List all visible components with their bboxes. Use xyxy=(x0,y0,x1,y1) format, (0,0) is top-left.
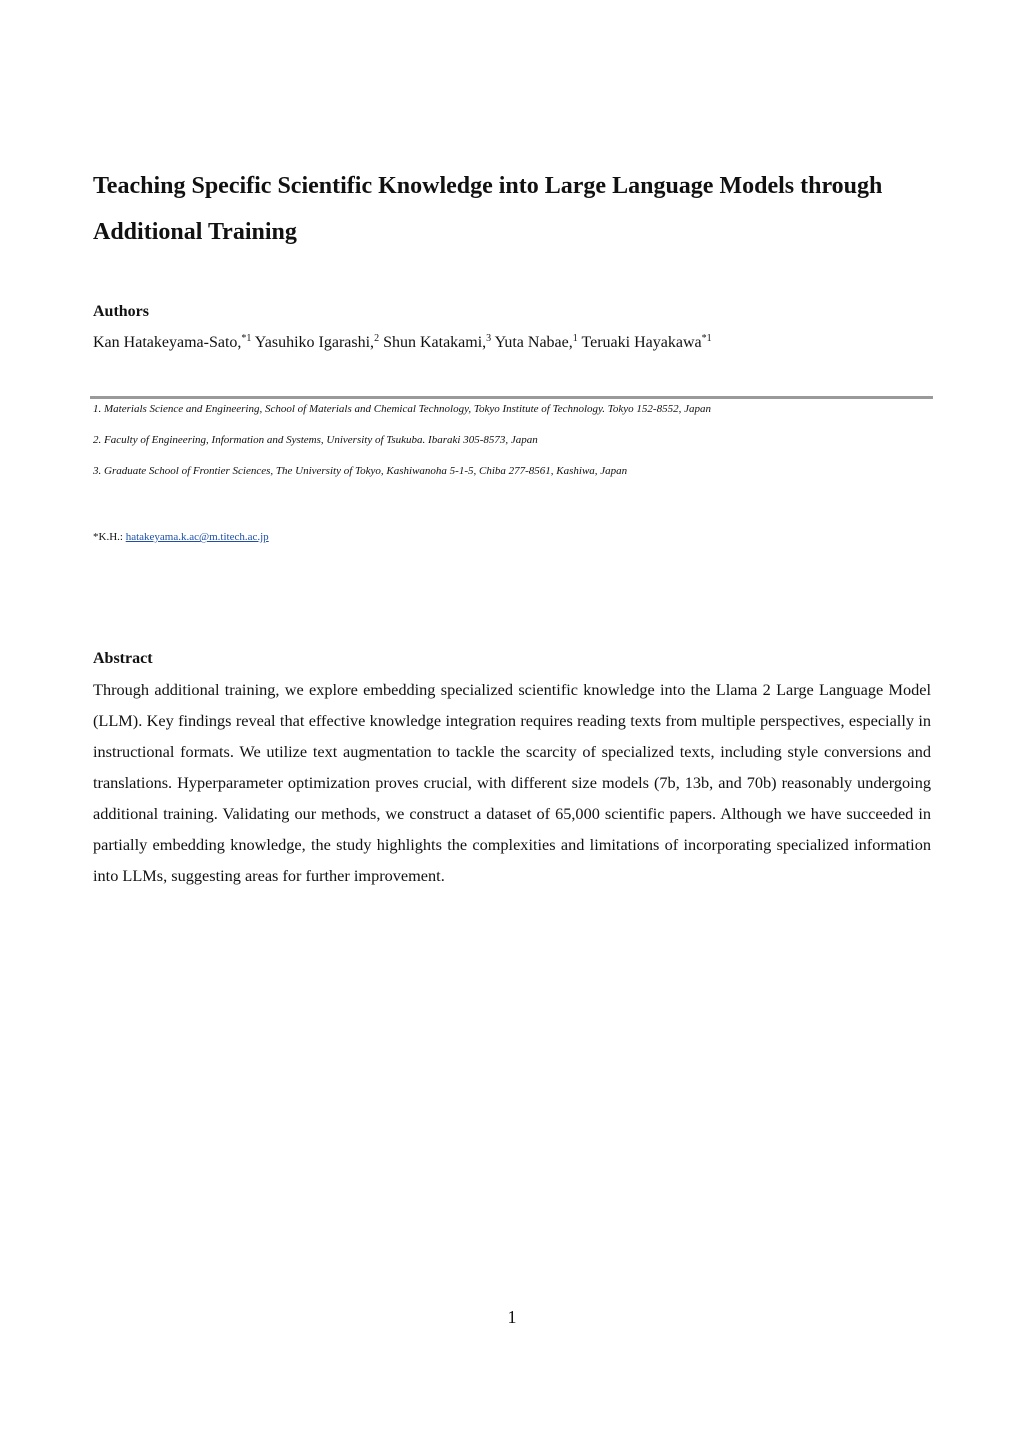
author-affiliation-mark: *1 xyxy=(701,333,712,344)
author-affiliation-mark: 3 xyxy=(486,333,492,344)
affiliation-divider xyxy=(90,396,933,399)
abstract-text: Through additional training, we explore embedding specialized scientific knowledge into the Llama 2 Large Language Model (LLM). Key findings reveal that effective knowledge integration requires reading texts from multiple perspectives, especially in instructional formats. We utilize text augmentation to tackle the scarcity of specialized texts, including style conversions and translations. Hyperparameter optimization proves crucial, with different size models (7b, 13b, and 70b) reasonably undergoing additional training. Validating our methods, we construct a dataset of 65,000 scientific papers. Although we have succeeded in partially embedding knowledge, the study highlights the complexities and limitations of incorporating specialized information into LLMs, suggesting areas for further improvement. xyxy=(93,680,931,885)
author-list xyxy=(93,332,712,354)
paper-title: Teaching Specific Scientific Knowledge into Large Language Models through Additional Training xyxy=(93,173,883,245)
affiliation-3: 3. Graduate School of Frontier Sciences, The University of Tokyo, Kashiwanoha 5-1-5, Chiba 277-8561, Kashiwa, Japan xyxy=(93,465,628,477)
corresponding-author xyxy=(93,530,269,544)
abstract-heading: Abstract xyxy=(93,650,153,667)
page-number: 1 xyxy=(507,1307,517,1327)
author-affiliation-mark: *1 xyxy=(241,333,252,344)
author-affiliation-mark: 2 xyxy=(374,333,380,344)
corresponding-author-label: *K.H.: xyxy=(93,531,126,543)
authors-heading: Authors xyxy=(93,303,150,320)
corresponding-email-link[interactable]: hatakeyama.k.ac@m.titech.ac.jp xyxy=(125,531,269,543)
author-name: Yuta Nabae, xyxy=(494,334,573,351)
author-affiliation-mark: 1 xyxy=(572,333,578,344)
author-name: Kan Hatakeyama-Sato, xyxy=(93,334,242,351)
affiliation-2: 2. Faculty of Engineering, Information and Systems, University of Tsukuba. Ibaraki 305-8573, Japan xyxy=(93,434,538,446)
author-name: Shun Katakami, xyxy=(383,334,487,351)
author-name: Teruaki Hayakawa xyxy=(581,334,702,351)
affiliation-1: 1. Materials Science and Engineering, School of Materials and Chemical Technology, Tokyo Institute of Technology. Tokyo 152-8552, Japan xyxy=(93,403,711,415)
author-name: Yasuhiko Igarashi, xyxy=(254,334,375,351)
